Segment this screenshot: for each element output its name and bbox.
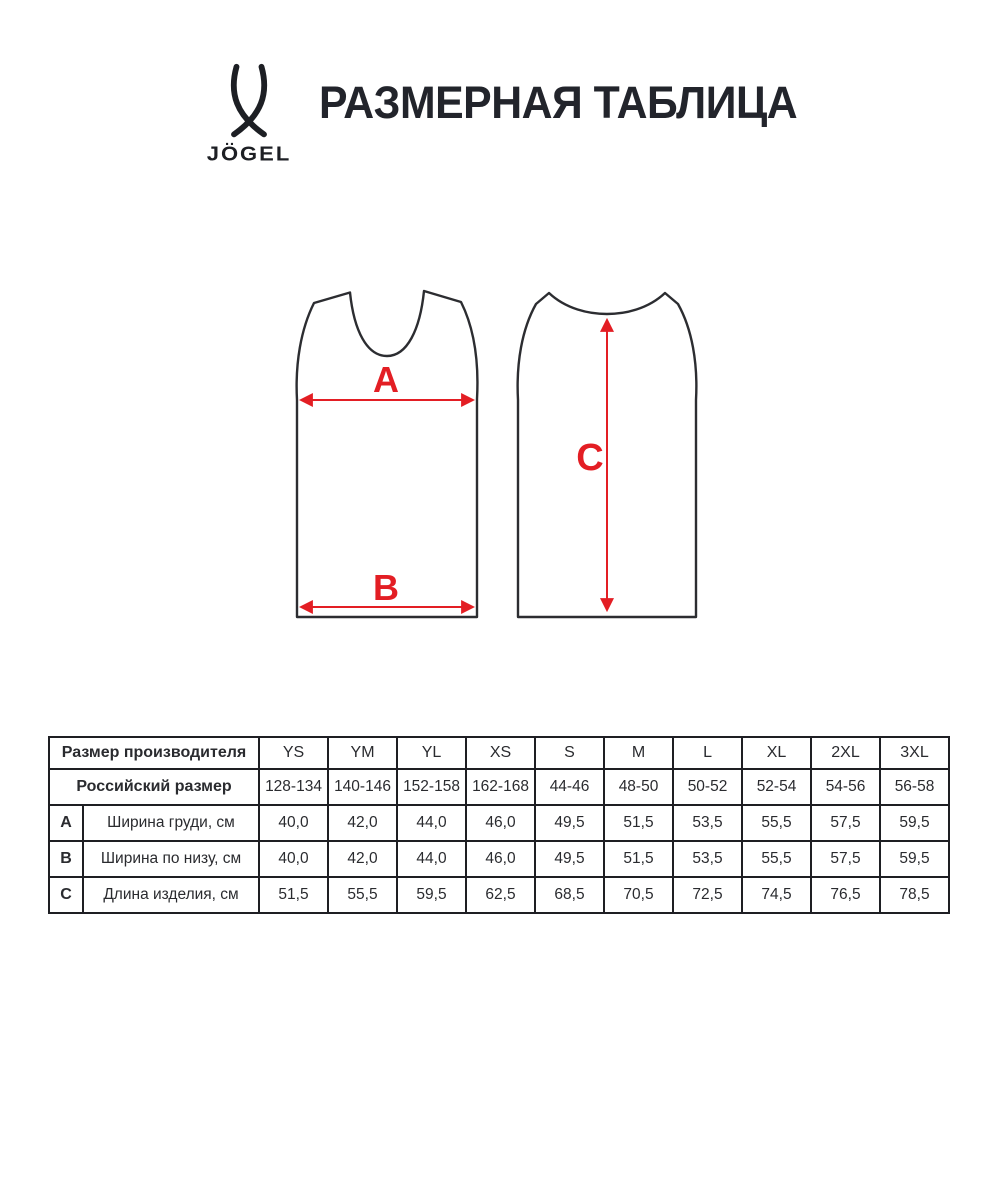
measure-letter: A <box>49 805 83 841</box>
measure-letter: C <box>49 877 83 913</box>
size-col-header: 3XL <box>880 737 949 769</box>
russian-size-cell: 128-134 <box>259 769 328 805</box>
size-col-header: L <box>673 737 742 769</box>
measure-value: 62,5 <box>466 877 535 913</box>
measure-label-b: B <box>373 567 399 608</box>
measure-value: 55,5 <box>742 841 811 877</box>
measure-label: Ширина по низу, см <box>83 841 259 877</box>
measure-value: 44,0 <box>397 805 466 841</box>
size-col-header: XL <box>742 737 811 769</box>
measure-value: 76,5 <box>811 877 880 913</box>
measure-value: 74,5 <box>742 877 811 913</box>
size-col-header: YM <box>328 737 397 769</box>
russian-size-cell: 56-58 <box>880 769 949 805</box>
size-col-header: 2XL <box>811 737 880 769</box>
measure-value: 59,5 <box>880 841 949 877</box>
measure-value: 51,5 <box>604 805 673 841</box>
brand-wordmark: JÖGEL <box>206 142 292 166</box>
measure-label-c: C <box>576 437 604 479</box>
russian-size-label: Российский размер <box>49 769 259 805</box>
measure-value: 49,5 <box>535 841 604 877</box>
measure-value: 46,0 <box>466 805 535 841</box>
russian-size-cell: 152-158 <box>397 769 466 805</box>
russian-size-cell: 44-46 <box>535 769 604 805</box>
brand-logo <box>197 62 301 167</box>
size-col-header: XS <box>466 737 535 769</box>
jogel-tulip-icon <box>224 62 274 140</box>
measure-value: 42,0 <box>328 805 397 841</box>
measure-value: 57,5 <box>811 841 880 877</box>
measure-label-a: A <box>373 359 399 400</box>
russian-size-cell: 50-52 <box>673 769 742 805</box>
measure-value: 49,5 <box>535 805 604 841</box>
measure-value: 59,5 <box>397 877 466 913</box>
russian-size-cell: 48-50 <box>604 769 673 805</box>
measure-value: 57,5 <box>811 805 880 841</box>
size-col-header: M <box>604 737 673 769</box>
measure-value: 68,5 <box>535 877 604 913</box>
measure-row-a <box>49 805 949 841</box>
russian-size-cell: 52-54 <box>742 769 811 805</box>
measure-value: 55,5 <box>328 877 397 913</box>
measure-value: 40,0 <box>259 841 328 877</box>
manufacturer-size-label: Размер производителя <box>49 737 259 769</box>
measure-value: 53,5 <box>673 841 742 877</box>
russian-size-cell: 140-146 <box>328 769 397 805</box>
manufacturer-size-row <box>49 737 949 769</box>
measure-row-b <box>49 841 949 877</box>
measure-value: 44,0 <box>397 841 466 877</box>
measure-value: 42,0 <box>328 841 397 877</box>
measure-value: 59,5 <box>880 805 949 841</box>
russian-size-row <box>49 769 949 805</box>
russian-size-cell: 54-56 <box>811 769 880 805</box>
measure-value: 55,5 <box>742 805 811 841</box>
size-col-header: S <box>535 737 604 769</box>
measure-letter: B <box>49 841 83 877</box>
measure-value: 46,0 <box>466 841 535 877</box>
page-title: РАЗМЕРНАЯ ТАБЛИЦА <box>319 77 798 128</box>
size-col-header: YL <box>397 737 466 769</box>
garment-diagram-svg <box>260 268 740 640</box>
measure-value: 53,5 <box>673 805 742 841</box>
measure-row-c <box>49 877 949 913</box>
measure-value: 40,0 <box>259 805 328 841</box>
measure-value: 70,5 <box>604 877 673 913</box>
size-chart-table <box>48 736 950 914</box>
measure-value: 72,5 <box>673 877 742 913</box>
size-col-header: YS <box>259 737 328 769</box>
russian-size-cell: 162-168 <box>466 769 535 805</box>
measure-label: Длина изделия, см <box>83 877 259 913</box>
measure-value: 51,5 <box>604 841 673 877</box>
measure-label: Ширина груди, см <box>83 805 259 841</box>
measure-value: 78,5 <box>880 877 949 913</box>
garment-diagram <box>260 268 740 640</box>
measure-value: 51,5 <box>259 877 328 913</box>
